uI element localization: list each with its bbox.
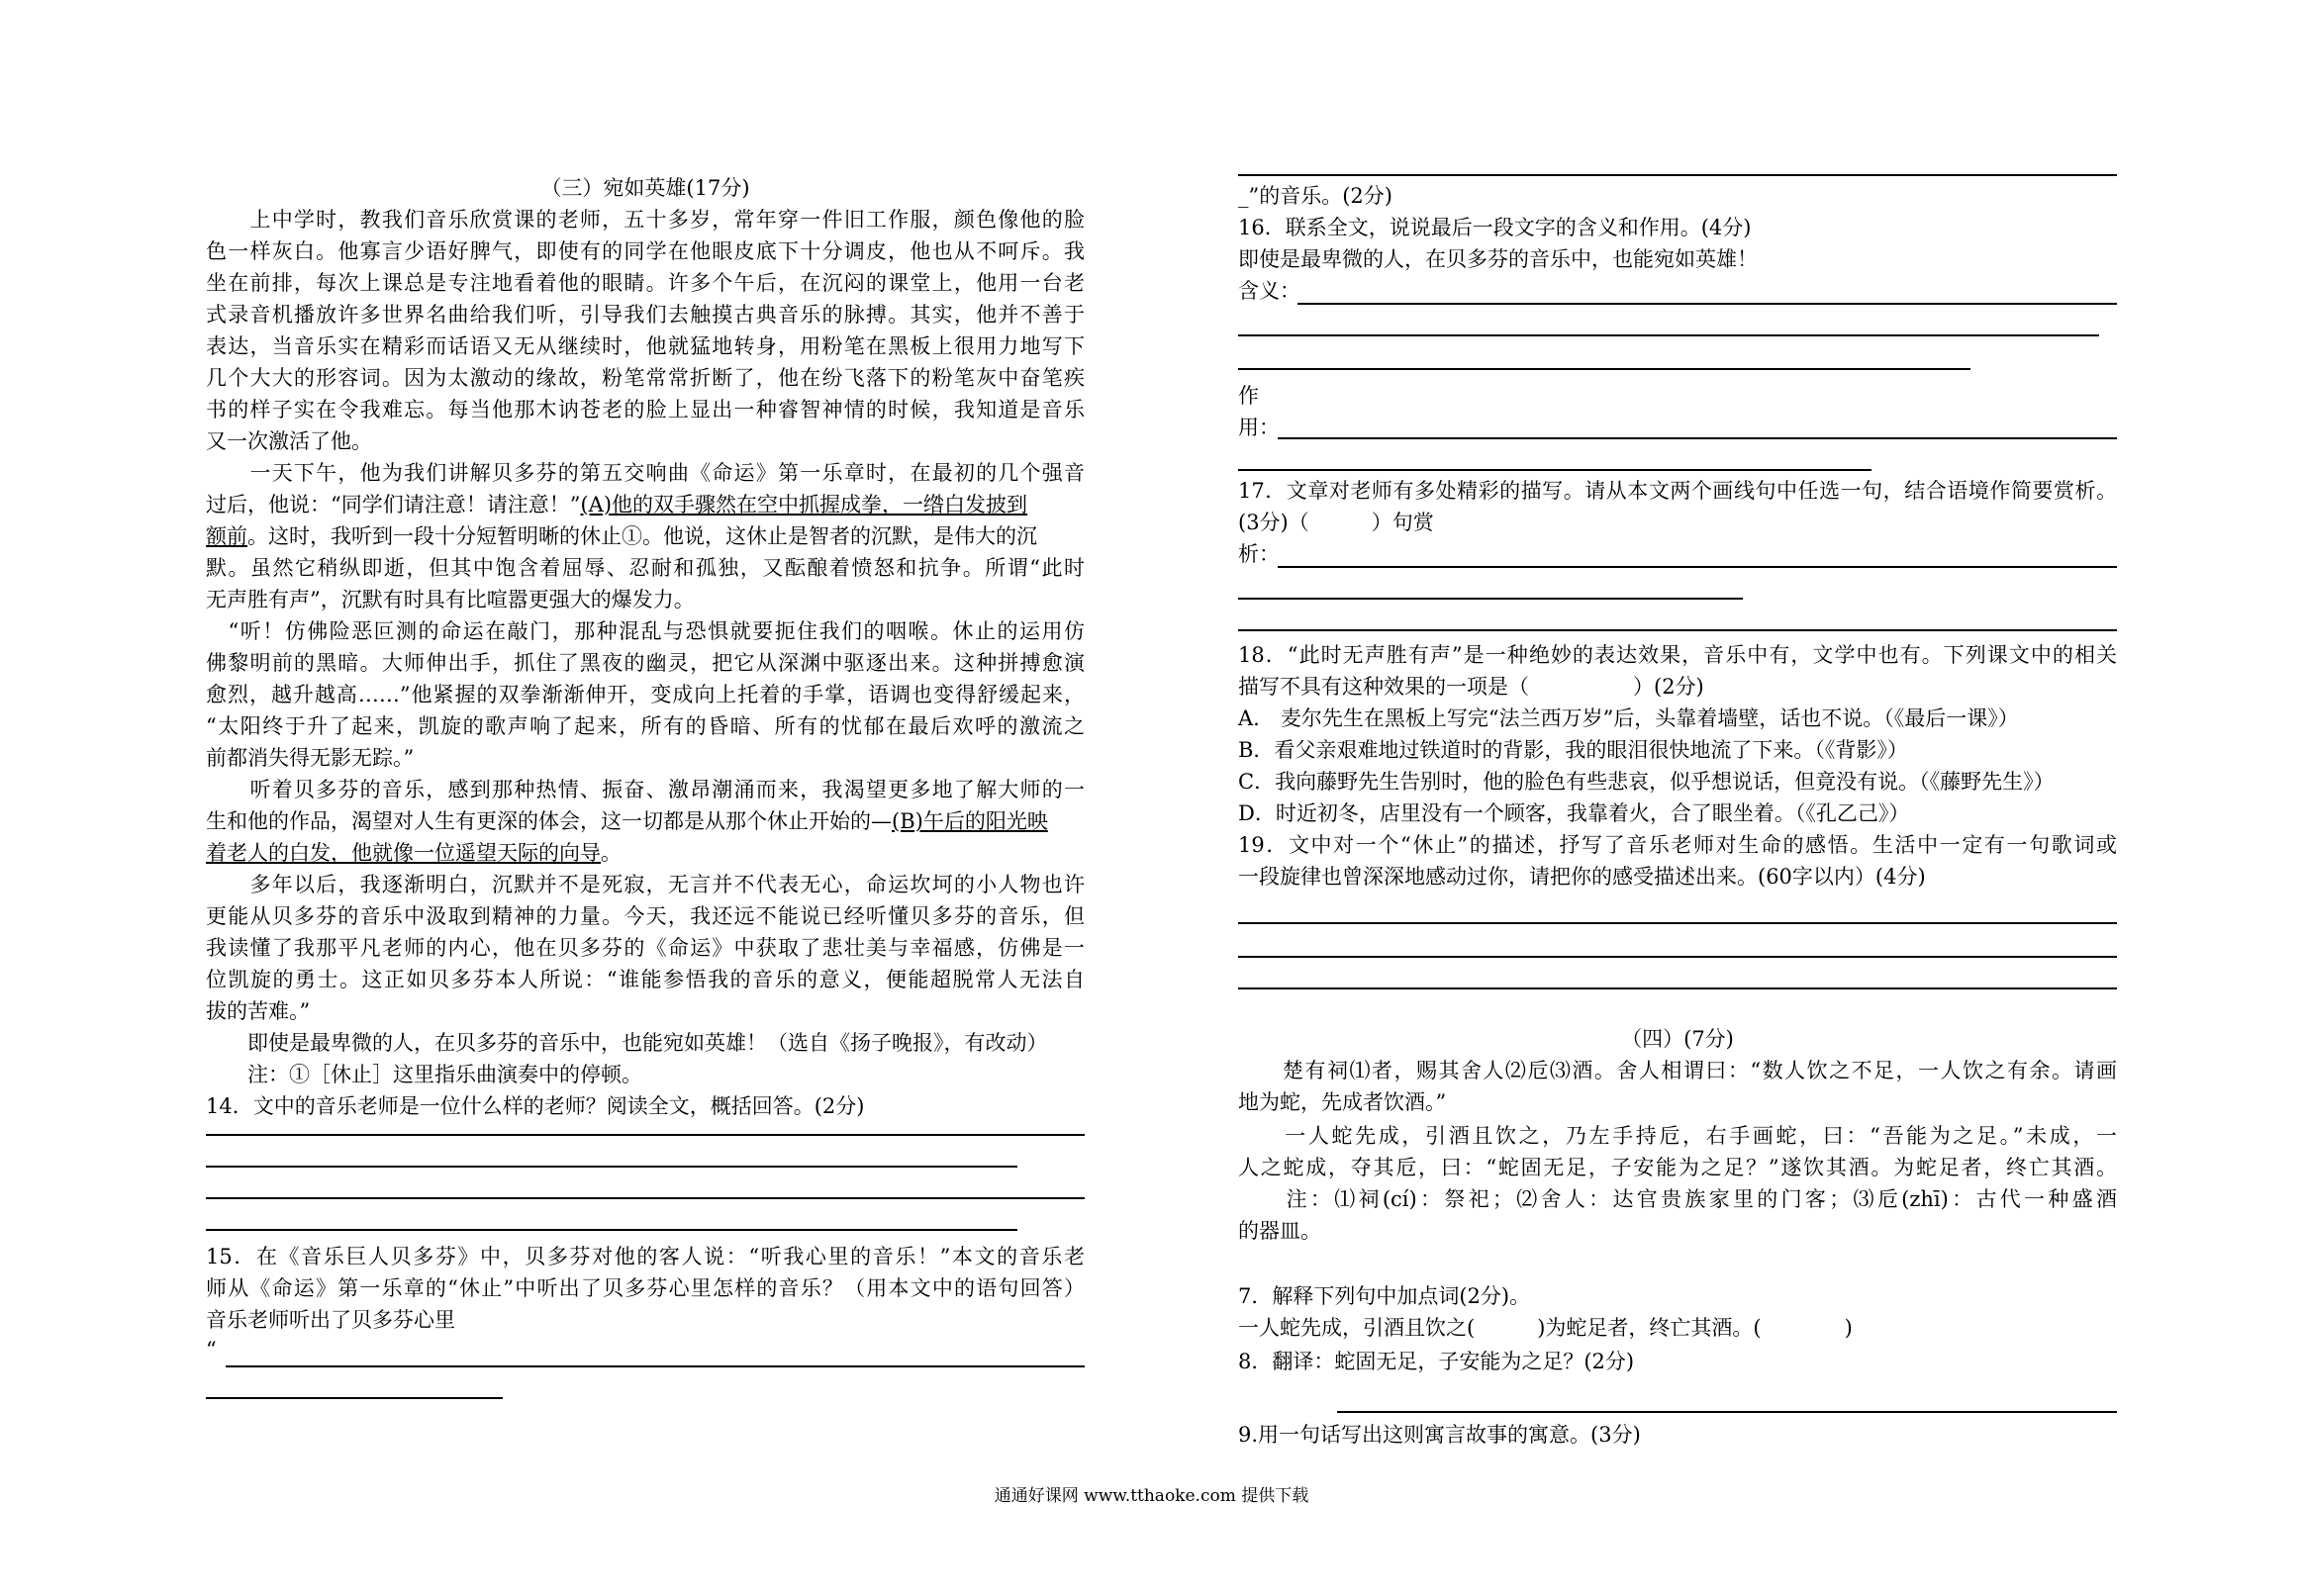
p5-line: 我读懂了我那平凡老师的内心，他在贝多芬的《命运》中获取了悲壮美与幸福感，仿佛是一 — [206, 936, 1085, 960]
answer-line[interactable] — [1278, 566, 2117, 568]
answer-line[interactable] — [1238, 334, 2099, 336]
answer-line[interactable] — [226, 1365, 1085, 1367]
p1-line: 坐在前排，每次上课总是专注地看着他的眼睛。许多个午后，在沉闷的课堂上，他用一台老 — [206, 271, 1085, 295]
p1-line: 上中学时，教我们音乐欣赏课的老师，五十多岁，常年穿一件旧工作服，颜色像他的脸 — [206, 208, 1085, 232]
p4-text: 。 — [601, 841, 622, 865]
classical-note-line: 的器皿。 — [1238, 1219, 1321, 1243]
question-17-line: (3分)（ ）句赏 — [1238, 511, 1434, 534]
p6-line: 即使是最卑微的人，在贝多芬的音乐中，也能宛如英雄！（选自《扬子晚报》，有改动） — [206, 1031, 1048, 1055]
question-19-line: 19．文中对一个“休止”的描述，抒写了音乐老师对生命的感悟。生活中一定有一句歌词或 — [1238, 833, 2117, 857]
p2-line: 一天下午，他为我们讲解贝多芬的第五交响曲《命运》第一乐章时，在最初的几个强音 — [206, 461, 1085, 485]
underlined-sentence-a: (A)他的双手骤然在空中抓握成拳，一绺白发披到 — [580, 493, 1028, 516]
classical-text-line: 一人蛇先成，引酒且饮之，乃左手持卮，右手画蛇，曰：“吾能为之足。”未成，一 — [1238, 1124, 2117, 1148]
p5-line: 多年以后，我逐渐明白，沉默并不是死寂，无言并不代表无心，命运坎坷的小人物也许 — [206, 873, 1085, 896]
p2-line — [206, 522, 1037, 550]
footnote: 注：①［休止］这里指乐曲演奏中的停顿。 — [206, 1063, 642, 1086]
classical-text-line: 地为蛇，先成者饮酒。” — [1238, 1090, 1447, 1114]
question-7: 7．解释下列句中加点词(2分)。 — [1238, 1284, 1531, 1308]
question-18-line: 18．“此时无声胜有声”是一种绝妙的表达效果，音乐中有，文学中也有。下列课文中的相关 — [1238, 643, 2117, 667]
p1-line: 表达，当音乐实在精彩而话语又无从继续时，他就猛地转身，用粉笔在黑板上很用力地写下 — [206, 334, 1085, 358]
p2-text: 过后，他说：“同学们请注意！请注意！” — [206, 493, 581, 516]
quote-mark: “ — [206, 1338, 217, 1361]
p2-line — [206, 491, 1027, 518]
meaning-label: 含义： — [1238, 279, 1300, 303]
option-c: C．我向藤野先生告别时，他的脸色有些悲哀，似乎想说话，但竟没有说。（《藤野先生》） — [1238, 770, 2055, 794]
answer-line[interactable] — [1238, 956, 2117, 958]
page-footer: 通通好课网 www.tthaoke.com 提供下载 — [994, 1486, 1309, 1506]
option-a: A. 麦尔先生在黑板上写完“法兰西万岁”后，头靠着墙壁，话也不说。（《最后一课》） — [1238, 706, 2019, 730]
analysis-label: 析： — [1238, 542, 1280, 566]
classical-note-line: 注：⑴祠(cí)：祭祀；⑵舍人：达官贵族家里的门客；⑶卮(zhī)：古代一种盛酒 — [1238, 1187, 2117, 1211]
p3-line: “听！仿佛险恶叵测的命运在敲门，那种混乱与恐惧就要扼住我们的咽喉。休止的运用仿 — [206, 619, 1085, 643]
question-17-line: 17．文章对老师有多处精彩的描写。请从本文两个画线句中任选一句，结合语境作简要赏析。 — [1238, 479, 2117, 503]
question-16-quote: 即使是最卑微的人，在贝多芬的音乐中，也能宛如英雄！ — [1238, 247, 1758, 271]
answer-line[interactable] — [1278, 437, 2117, 439]
answer-line[interactable] — [1337, 1411, 2117, 1413]
answer-line[interactable] — [206, 1229, 1017, 1231]
p4-line — [206, 807, 1048, 835]
answer-line[interactable] — [1238, 368, 1970, 370]
answer-line[interactable] — [1238, 629, 2117, 631]
underlined-sentence-a-end: 额前 — [206, 524, 247, 548]
question-16: 16．联系全文，说说最后一段文字的含义和作用。(4分) — [1238, 216, 1752, 239]
p1-line: 又一次激活了他。 — [206, 429, 372, 453]
answer-line[interactable] — [206, 1197, 1085, 1199]
question-14: 14．文中的音乐老师是一位什么样的老师？阅读全文，概括回答。(2分) — [206, 1094, 865, 1118]
p1-line: 式录音机播放许多世界名曲给我们听，引导我们去触摸古典音乐的脉搏。其实，他并不善于 — [206, 303, 1085, 327]
p5-line: 拔的苦难。” — [206, 999, 311, 1023]
question-18-line: 描写不具有这种效果的一项是（ ）(2分) — [1238, 675, 1704, 699]
answer-line[interactable] — [1238, 174, 2117, 176]
answer-line[interactable] — [1238, 922, 2117, 924]
p2-line: 默。虽然它稍纵即逝，但其中饱含着屈辱、忍耐和孤独，又酝酿着愤怒和抗争。所谓“此时 — [206, 556, 1085, 580]
underlined-sentence-b-end: 着老人的白发，他就像一位遥望天际的向导 — [206, 841, 601, 865]
underlined-sentence-b: (B)午后的阳光映 — [892, 809, 1048, 833]
effect-label-1: 作 — [1238, 384, 1259, 408]
option-d: D．时近初冬，店里没有一个顾客，我靠着火，合了眼坐着。（《孔乙己》） — [1238, 801, 1910, 825]
p3-line: “太阳终于升了起来，凯旋的歌声响了起来，所有的昏暗、所有的忧郁在最后欢呼的激流之 — [206, 714, 1085, 738]
section-4-title: （四）(7分) — [1621, 1027, 1734, 1051]
answer-line[interactable] — [206, 1397, 503, 1399]
option-b: B．看父亲艰难地过铁道时的背影，我的眼泪很快地流了下来。（《背影》） — [1238, 738, 1908, 762]
question-9: 9.用一句话写出这则寓言故事的寓意。(3分) — [1238, 1423, 1641, 1447]
p2-text: 。这时，我听到一段十分短暂明晰的休止①。他说，这休止是智者的沉默，是伟大的沉 — [247, 524, 1037, 548]
p1-line: 几个大大的形容词。因为太激动的缘故，粉笔常常折断了，他在纷飞落下的粉笔灰中奋笔疾 — [206, 366, 1085, 390]
p1-line: 书的样子实在令我难忘。每当他那木讷苍老的脸上显出一种睿智神情的时候，我知道是音乐 — [206, 398, 1085, 422]
p4-line: 听着贝多芬的音乐，感到那种热情、振奋、激昂潮涌而来，我渴望更多地了解大师的一 — [206, 778, 1085, 801]
question-15-line: 音乐老师听出了贝多芬心里 — [206, 1308, 455, 1332]
p5-line: 位凯旋的勇士。这正如贝多芬本人所说：“谁能参悟我的音乐的意义，便能超脱常人无法自 — [206, 968, 1085, 991]
answer-line[interactable] — [206, 1134, 1085, 1136]
answer-line[interactable] — [1238, 987, 2117, 989]
section-3-title: （三）宛如英雄(17分) — [540, 176, 750, 200]
p4-text: 生和他的作品，渴望对人生有更深的体会，这一切都是从那个休止开始的— — [206, 809, 892, 833]
question-8: 8．翻译：蛇固无足，子安能为之足？(2分) — [1238, 1350, 1635, 1373]
p4-line — [206, 839, 622, 867]
p3-line: 前都消失得无影无踪。” — [206, 746, 415, 770]
question-15-line: 师从《命运》第一乐章的“休止”中听出了贝多芬心里怎样的音乐？（用本文中的语句回答） — [206, 1276, 1085, 1300]
answer-line[interactable] — [206, 1166, 1017, 1168]
answer-line[interactable] — [1238, 469, 1871, 471]
question-19-line: 一段旋律也曾深深地感动过你，请把你的感受描述出来。(60字以内）(4分) — [1238, 865, 1926, 889]
answer-line[interactable] — [1238, 598, 1743, 600]
classical-text-line: 人之蛇成，夺其卮，曰：“蛇固无足，子安能为之足？”遂饮其酒。为蛇足者，终亡其酒。 — [1238, 1156, 2117, 1179]
p5-line: 更能从贝多芬的音乐中汲取到精神的力量。今天，我还远不能说已经听懂贝多芬的音乐，但 — [206, 904, 1085, 928]
answer-line[interactable] — [1297, 303, 2117, 305]
p3-line: 愈烈，越升越高……”他紧握的双拳渐渐伸开，变成向上托着的手掌，语调也变得舒缓起来， — [206, 683, 1085, 706]
effect-label-2: 用： — [1238, 416, 1280, 439]
question-15-end: _”的音乐。(2分) — [1238, 184, 1392, 208]
classical-text-line: 楚有祠⑴者，赐其舍人⑵卮⑶酒。舍人相谓曰：“数人饮之不足，一人饮之有余。请画 — [1238, 1059, 2117, 1082]
question-7-items: 一人蛇先成，引酒且饮之( )为蛇足者，终亡其酒。( ) — [1238, 1316, 1853, 1340]
p1-line: 色一样灰白。他寡言少语好脾气，即使有的同学在他眼皮底下十分调皮，他也从不呵斥。我 — [206, 239, 1085, 263]
p3-line: 佛黎明前的黑暗。大师伸出手，抓住了黑夜的幽灵，把它从深渊中驱逐出来。这种拼搏愈演 — [206, 651, 1085, 675]
question-15-line: 15．在《音乐巨人贝多芬》中，贝多芬对他的客人说：“听我心里的音乐！”本文的音乐老 — [206, 1245, 1085, 1268]
p2-line: 无声胜有声”，沉默有时具有比喧嚣更强大的爆发力。 — [206, 588, 695, 611]
